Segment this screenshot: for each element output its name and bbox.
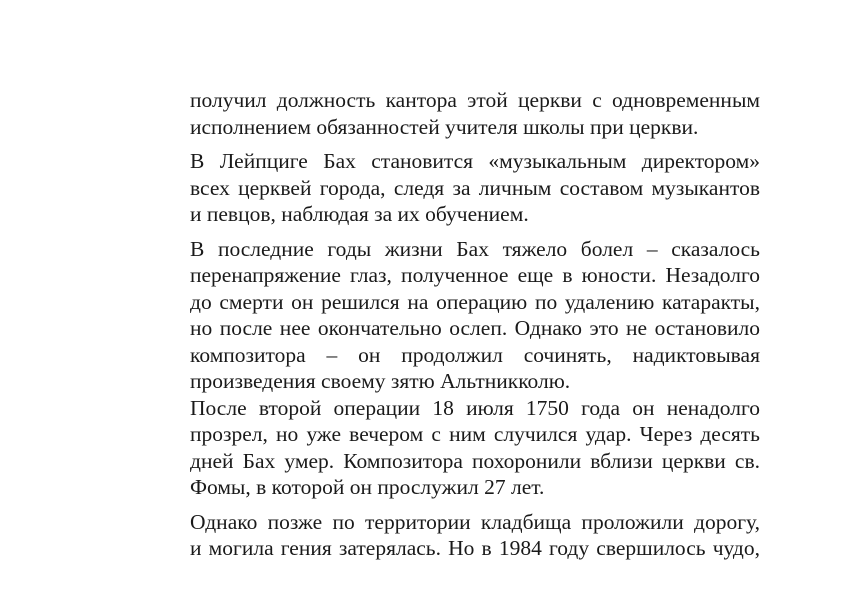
body-text — [190, 87, 760, 562]
text-line: Фомы, в которой он прослужил 27 лет. — [190, 475, 545, 499]
text-line: исполнением обязанностей учителя школы при церкви. — [190, 114, 699, 139]
text-line: дней Бах умер. Композитора похоронили вблизи церкви св. — [190, 448, 760, 473]
paragraph-leipzig — [190, 148, 760, 228]
text-line: до смерти он решился на операцию по удалению катаракты, — [190, 289, 760, 314]
text-line: После второй операции 18 июля 1750 года он ненадолго — [190, 395, 760, 420]
text-line: и могила гения затерялась. Но в 1984 году свершилось чудо, — [190, 536, 760, 560]
text-line: получил должность кантора этой церкви с одновременным — [190, 88, 760, 112]
text-line: В Лейпциге Бах становится «музыкальным директором» — [190, 149, 760, 173]
paragraph-grave — [190, 509, 760, 562]
text-line: но после нее окончательно ослеп. Однако это не остановило — [190, 316, 760, 340]
text-line: произведения своему зятю Альтникколю. — [190, 369, 571, 393]
paragraph-death — [190, 395, 760, 501]
text-line: композитора – он продолжил сочинять, надиктовывая — [190, 342, 760, 367]
text-line: перенапряжение глаз, полученное еще в юности. Незадолго — [190, 263, 760, 287]
text-line: и певцов, наблюдая за их обучением. — [190, 202, 529, 226]
paragraph-cantor — [190, 87, 760, 140]
text-line: всех церквей города, следя за личным составом музыкантов — [190, 175, 760, 200]
text-line: Однако позже по территории кладбища проложили дорогу, — [190, 509, 760, 534]
text-line: прозрел, но уже вечером с ним случился удар. Через десять — [190, 422, 760, 446]
paragraph-last-years — [190, 236, 760, 395]
text-line: В последние годы жизни Бах тяжело болел – сказалось — [190, 236, 760, 261]
